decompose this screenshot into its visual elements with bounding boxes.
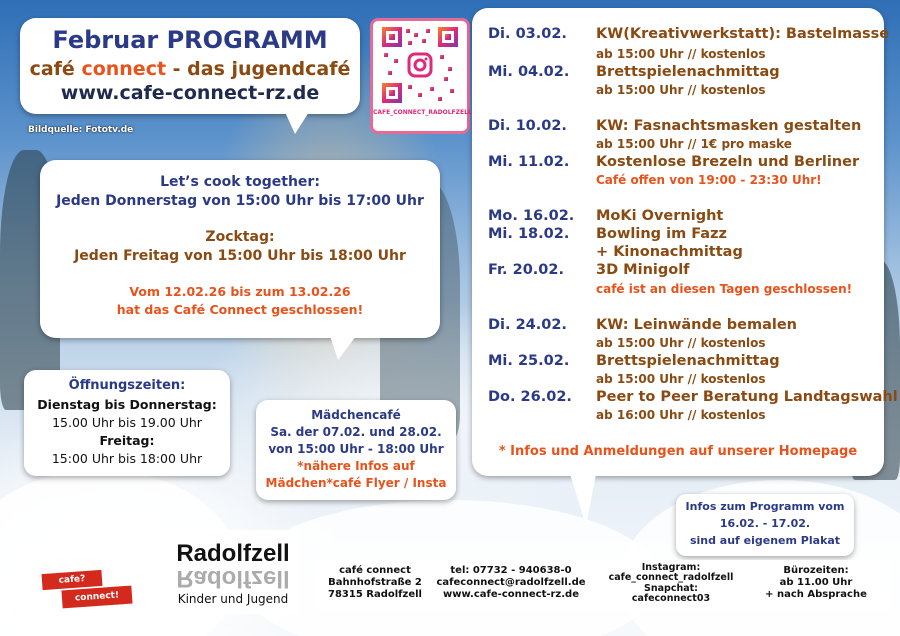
tagline-prefix: café bbox=[29, 58, 82, 80]
footer-office bbox=[756, 565, 876, 600]
girls-title: Mädchencafé bbox=[311, 408, 401, 422]
girls-time: von 15:00 Uhr - 18:00 Uhr bbox=[268, 442, 444, 456]
zock-title: Zocktag: bbox=[205, 229, 275, 245]
schedule-detail: ab 15:00 Uhr // kostenlos bbox=[596, 83, 766, 97]
hours-bubble bbox=[24, 370, 230, 476]
image-credit: Bildquelle: Fototv.de bbox=[28, 125, 134, 135]
footer-address-3: 78315 Radolfzell bbox=[328, 588, 422, 600]
schedule-entry: Mi. 18.02. Bowling im Fazz bbox=[488, 226, 727, 242]
poster-note-line-3: sind auf eigenem Plakat bbox=[689, 534, 841, 547]
schedule-entry: Do. 26.02. Peer to Peer Beratung Landtagswahl bbox=[488, 389, 898, 405]
footer-contact bbox=[436, 565, 586, 600]
hours-title: Öffnungszeiten: bbox=[68, 378, 186, 393]
schedule-detail: ab 15:00 Uhr // kostenlos bbox=[596, 47, 766, 61]
girls-info-1: *nähere Infos auf bbox=[297, 459, 415, 473]
schedule-entry: Di. 10.02. KW: Fasnachtsmasken gestalten bbox=[488, 118, 862, 134]
schedule-detail: ab 15:00 Uhr // kostenlos bbox=[596, 372, 766, 386]
footer-office-label: Bürozeiten: bbox=[783, 565, 849, 576]
schedule-detail: Café offen von 19:00 - 23:30 Uhr! bbox=[596, 173, 822, 187]
cafe-tagline bbox=[20, 58, 360, 80]
closed-line-1: Vom 12.02.26 bis zum 13.02.26 bbox=[129, 284, 351, 299]
qr-code-card[interactable] bbox=[370, 18, 470, 134]
footer-office-2: + nach Absprache bbox=[765, 588, 867, 600]
poster-note-bubble bbox=[676, 494, 854, 556]
footer-email[interactable]: cafeconnect@radolfzell.de bbox=[436, 576, 586, 588]
footer-office-1: ab 11.00 Uhr bbox=[779, 576, 853, 588]
footer-instagram-label: Instagram: bbox=[641, 562, 701, 573]
logo-city: Radolfzell bbox=[176, 540, 290, 567]
schedule-entry: Di. 03.02. KW(Kreativwerkstatt): Bastelmasse bbox=[488, 26, 890, 42]
schedule-entry: Mi. 25.02. Brettspielenachmittag bbox=[488, 353, 780, 369]
schedule-detail: ab 15:00 Uhr // kostenlos bbox=[596, 336, 766, 350]
schedule-entry: Di. 24.02. KW: Leinwände bemalen bbox=[488, 317, 797, 333]
bubble-tail bbox=[330, 336, 356, 360]
cook-time: Jeden Donnerstag von 15:00 Uhr bis 17:00 Uhr bbox=[56, 193, 424, 209]
cafe-connect-logo bbox=[22, 530, 142, 620]
schedule-detail: ab 16:00 Uhr // kostenlos bbox=[596, 408, 766, 422]
footer-address-2: Bahnhofstraße 2 bbox=[328, 576, 422, 588]
footer-social bbox=[596, 563, 746, 604]
girls-dates: Sa. der 07.02. und 28.02. bbox=[270, 425, 442, 439]
logo-city-reflection: Radolfzell bbox=[176, 565, 290, 592]
schedule-bubble bbox=[472, 8, 898, 476]
zock-time: Jeden Freitag von 15:00 Uhr bis 18:00 Uhr bbox=[74, 248, 406, 264]
hours-time-1: 15.00 Uhr bis 19.00 Uhr bbox=[52, 415, 202, 430]
bubble-tail bbox=[285, 112, 309, 134]
poster-note-line-2: 16.02. - 17.02. bbox=[719, 517, 811, 530]
logo-badge-2: connect! bbox=[61, 586, 132, 609]
header-bubble bbox=[20, 18, 360, 114]
schedule-entry: Mi. 04.02. Brettspielenachmittag bbox=[488, 64, 780, 80]
schedule-entry: Mi. 11.02. Kostenlose Brezeln und Berliner bbox=[488, 154, 860, 170]
logo-subtitle: Kinder und Jugend bbox=[177, 592, 289, 606]
schedule-entry: Fr. 20.02. 3D Minigolf bbox=[488, 262, 690, 278]
website-link[interactable]: www.cafe-connect-rz.de bbox=[60, 82, 320, 104]
footer-snapchat[interactable]: cafeconnect03 bbox=[631, 592, 711, 604]
schedule-entry: Mo. 16.02. MoKi Overnight bbox=[488, 208, 724, 224]
poster-note-line-1: Infos zum Programm vom bbox=[685, 500, 845, 513]
footer-address bbox=[320, 565, 430, 600]
hours-days-1: Dienstag bis Donnerstag: bbox=[37, 397, 217, 412]
hours-time-2: 15:00 Uhr bis 18:00 Uhr bbox=[51, 451, 203, 466]
weekly-bubble bbox=[40, 160, 440, 338]
footer-instagram[interactable]: cafe_connect_radolfzell bbox=[608, 572, 734, 584]
hours-days-2: Freitag: bbox=[99, 433, 155, 448]
footer-address-1: café connect bbox=[339, 565, 411, 576]
schedule-detail: café ist an diesen Tagen geschlossen! bbox=[596, 282, 853, 296]
closed-line-2: hat das Café Connect geschlossen! bbox=[116, 302, 364, 317]
footer-phone[interactable]: tel: 07732 - 940638-0 bbox=[450, 565, 572, 576]
radolfzell-logo bbox=[166, 530, 300, 614]
page-title: Februar PROGRAMM bbox=[52, 26, 328, 54]
logo-frame bbox=[17, 530, 127, 578]
qr-handle: CAFE_CONNECT_RADOLFZELL bbox=[373, 109, 472, 116]
homepage-note: * Infos und Anmeldungen auf unserer Homepage bbox=[498, 444, 858, 459]
girls-info-2: Mädchen*café Flyer / Insta bbox=[265, 476, 447, 490]
qr-code-icon bbox=[382, 27, 458, 103]
tagline-connect: connect bbox=[81, 58, 167, 80]
schedule-detail: ab 15:00 Uhr // 1€ pro maske bbox=[596, 137, 792, 151]
cook-title: Let’s cook together: bbox=[160, 174, 320, 190]
schedule-detail: + Kinonachmittag bbox=[596, 244, 743, 260]
tagline-suffix: - das jugendcafé bbox=[166, 58, 351, 80]
footer-website[interactable]: www.cafe-connect-rz.de bbox=[442, 588, 579, 600]
bubble-tail bbox=[570, 474, 596, 526]
girls-cafe-bubble bbox=[256, 400, 456, 500]
footer-snapchat-label: Snapchat: bbox=[644, 582, 698, 594]
logo-badge-1: cafe? bbox=[42, 570, 103, 590]
